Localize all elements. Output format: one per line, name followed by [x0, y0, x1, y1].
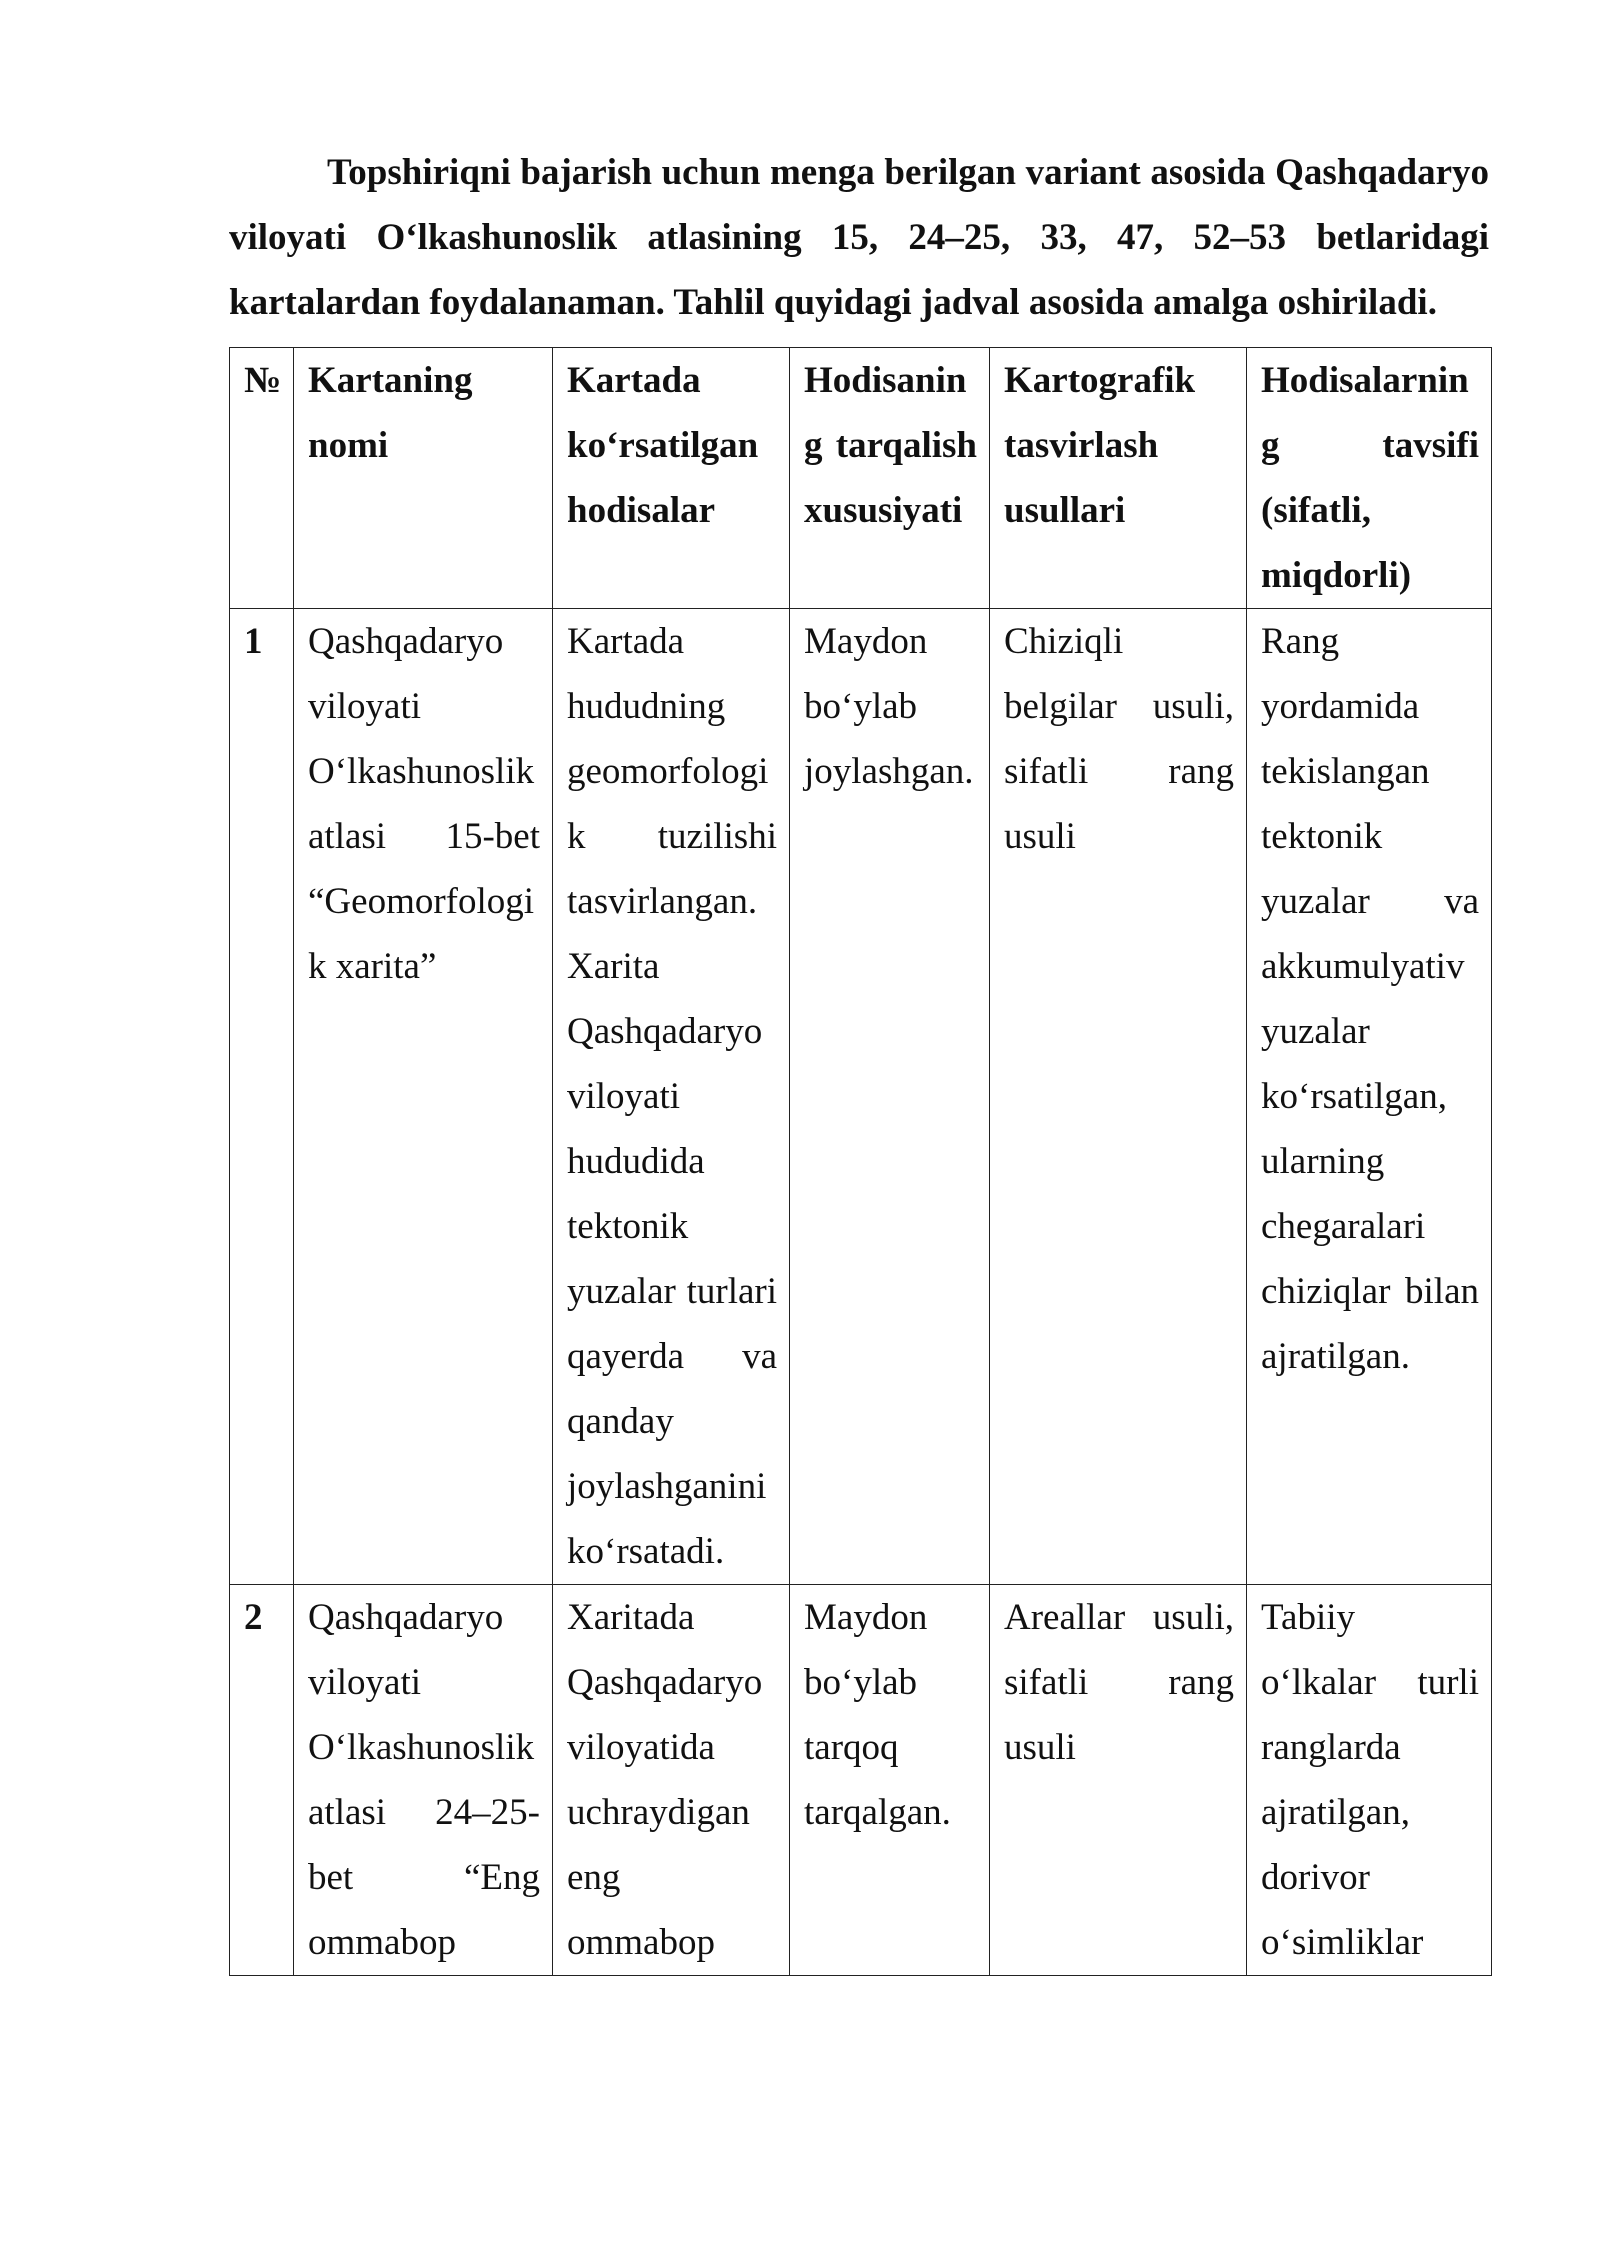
row-phenomena: Kartada hududning geomorfologik tuzilishi tasvirlangan. Xarita Qashqadaryo viloyati hududida tektonik yuzalar turlari qayerda va qanday joylashganini ko‘rsatadi.	[553, 609, 790, 1585]
row-map-name: Qashqadaryo viloyati O‘lkashunoslik atlasi 24–25-bet “Eng ommabop	[294, 1585, 553, 1976]
header-distribution: Hodisaning tarqalish xususiyati	[790, 348, 990, 609]
row-methods: Areallar usuli, sifatli rang usuli	[990, 1585, 1247, 1976]
table-header-row	[230, 348, 1492, 609]
row-phenomena: Xaritada Qashqadaryo viloyatida uchraydigan eng ommabop	[553, 1585, 790, 1976]
intro-paragraph: Topshiriqni bajarish uchun menga berilgan variant asosida Qashqadaryo viloyati O‘lkashunoslik atlasining 15, 24–25, 33, 47, 52–53 betlaridagi kartalardan foydalanaman. Tahlil quyidagi jadval asosida amalga oshiriladi.	[229, 152, 1489, 323]
row-description: Tabiiy o‘lkalar turli ranglarda ajratilgan, dorivor o‘simliklar	[1247, 1585, 1492, 1976]
header-number: №	[230, 348, 294, 609]
row-description: Rang yordamida tekislangan tektonik yuzalar va akkumulyativ yuzalar ko‘rsatilgan, ularning chegaralari chiziqlar bilan ajratilgan.	[1247, 609, 1492, 1585]
atlas-analysis-table	[229, 347, 1492, 1976]
table-row	[230, 1585, 1492, 1976]
table-row	[230, 609, 1492, 1585]
row-number: 1	[230, 609, 294, 1585]
row-number: 2	[230, 1585, 294, 1976]
header-description: Hodisalarning tavsifi (sifatli, miqdorli)	[1247, 348, 1492, 609]
header-phenomena: Kartada ko‘rsatilgan hodisalar	[553, 348, 790, 609]
row-distribution: Maydon bo‘ylab tarqoq tarqalgan.	[790, 1585, 990, 1976]
row-methods: Chiziqli belgilar usuli, sifatli rang usuli	[990, 609, 1247, 1585]
row-distribution: Maydon bo‘ylab joylashgan.	[790, 609, 990, 1585]
row-map-name: Qashqadaryo viloyati O‘lkashunoslik atlasi 15-bet “Geomorfologik xarita”	[294, 609, 553, 1585]
document-page	[229, 140, 1489, 1976]
header-methods: Kartografik tasvirlash usullari	[990, 348, 1247, 609]
header-map-name: Kartaning nomi	[294, 348, 553, 609]
